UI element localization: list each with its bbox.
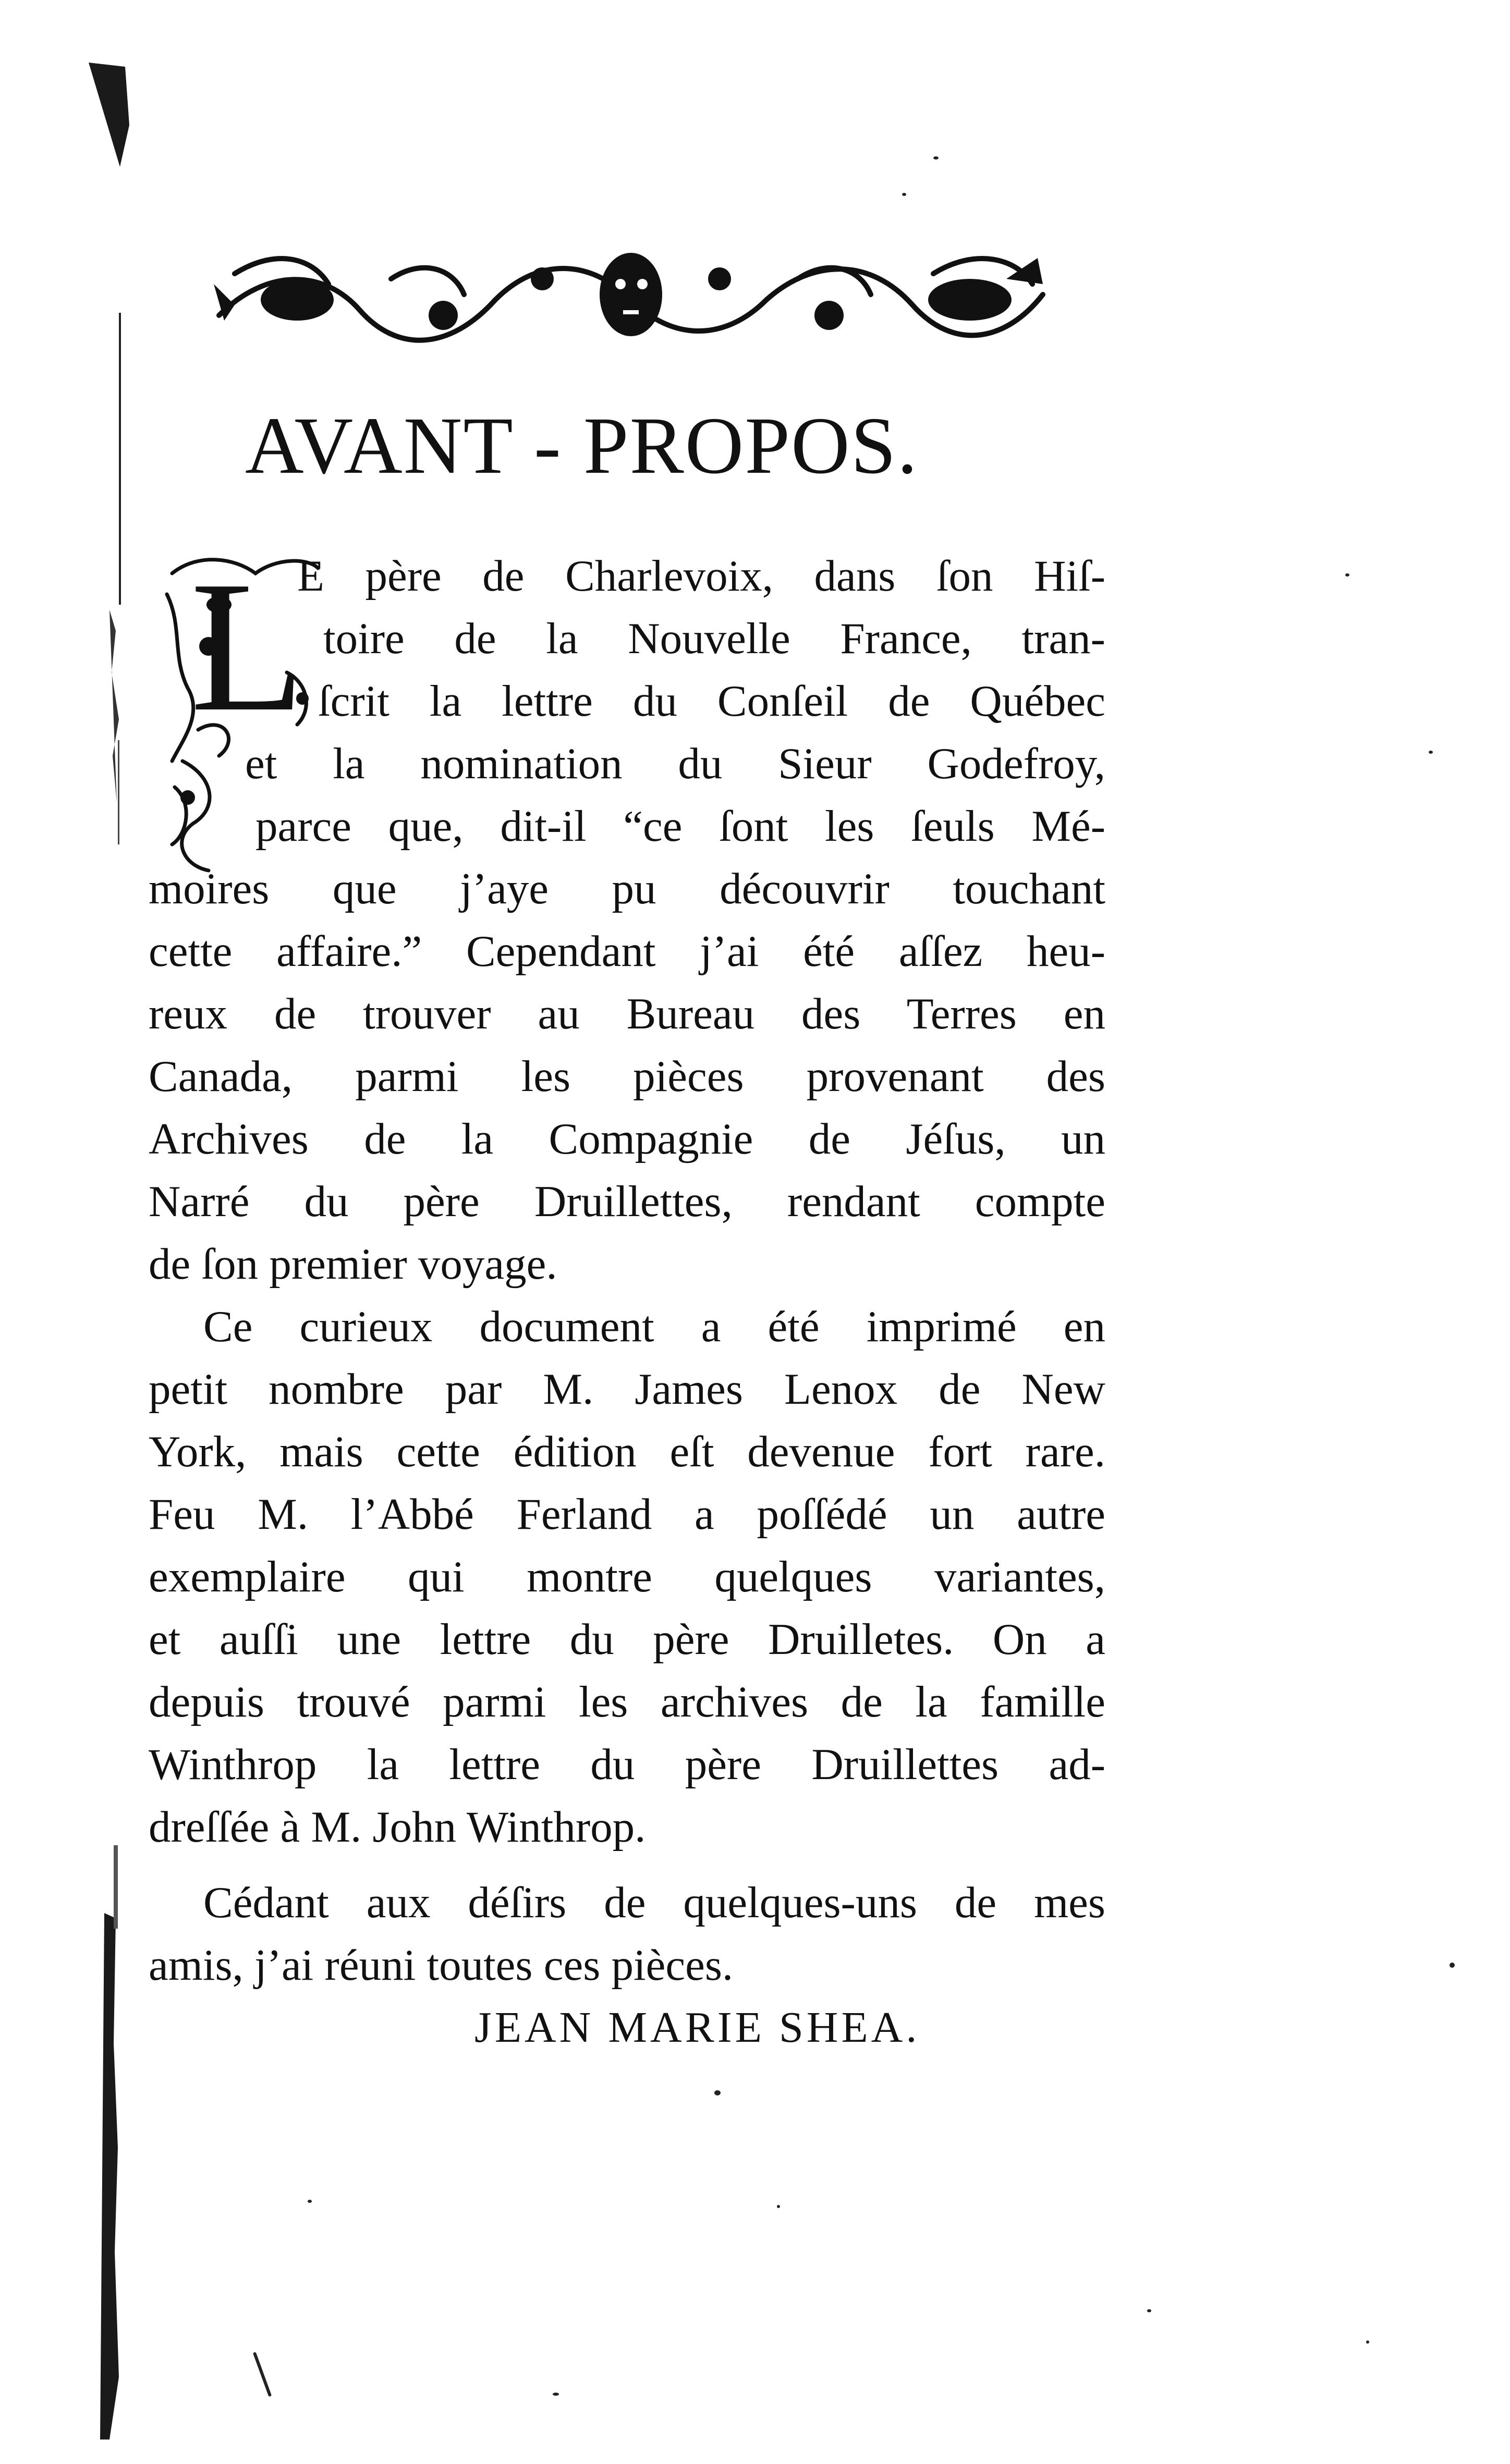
- text-line: cette affaire.” Cependant j’ai été aſſez heu-: [149, 927, 1105, 976]
- text-line: Ce curieux document a été imprimé en: [203, 1302, 1105, 1351]
- scan-speck: [1147, 2309, 1151, 2312]
- text-line: Winthrop la lettre du père Druillettes ad-: [149, 1740, 1105, 1789]
- text-line: Cédant aux déſirs de quelques-uns de mes: [203, 1878, 1105, 1927]
- text-line: York, mais cette édition eſt devenue fort rare.: [149, 1427, 1105, 1476]
- text-line: E père de Charlevoix, dans ſon Hiſ-: [297, 551, 1105, 600]
- text-line: depuis trouvé parmi les archives de la famille: [149, 1677, 1105, 1726]
- scan-speck: [1366, 2340, 1369, 2344]
- text-line: Archives de la Compagnie de Jéſus, un: [149, 1114, 1105, 1163]
- scan-speck: [308, 2200, 312, 2203]
- scan-speck: [1429, 751, 1433, 754]
- text-line: de ſon premier voyage.: [149, 1240, 557, 1289]
- text-line: moires que j’aye pu découvrir touchant: [149, 864, 1105, 913]
- drop-cap-letter: L: [190, 542, 305, 750]
- author-signature: JEAN MARIE SHEA.: [474, 2003, 920, 2052]
- scan-speck: [777, 2205, 780, 2208]
- binding-edge: [89, 63, 146, 2440]
- scan-speck: [1450, 1963, 1455, 1968]
- text-line: toire de la Nouvelle France, tran-: [323, 614, 1105, 663]
- scan-speck: [553, 2393, 559, 2396]
- text-line: ſcrit la lettre du Conſeil de Québec: [318, 677, 1105, 726]
- text-line: dreſſée à M. John Winthrop.: [149, 1803, 646, 1852]
- text-line: petit nombre par M. James Lenox de New: [149, 1365, 1105, 1414]
- scan-speck: [933, 156, 939, 160]
- text-line: Feu M. l’Abbé Ferland a poſſédé un autre: [149, 1490, 1105, 1539]
- page-title: AVANT - PROPOS.: [245, 400, 919, 491]
- text-line: et auſſi une lettre du père Druilletes. On a: [149, 1615, 1105, 1664]
- text-line: Narré du père Druillettes, rendant compte: [149, 1177, 1105, 1226]
- text-line: exemplaire qui montre quelques variantes,: [149, 1552, 1105, 1601]
- ornamental-headpiece: [203, 237, 1058, 357]
- text-line: reux de trouver au Bureau des Terres en: [149, 989, 1105, 1038]
- scan-speck: [902, 193, 906, 196]
- text-line: Canada, parmi les pièces provenant des: [149, 1052, 1105, 1101]
- scan-speck: [714, 2090, 721, 2095]
- text-line: parce que, dit-il “ce ſont les ſeuls Mé-: [255, 802, 1105, 851]
- text-line: amis, j’ai réuni toutes ces pièces.: [149, 1941, 734, 1990]
- scan-speck: [1345, 573, 1349, 577]
- text-line: et la nomination du Sieur Godefroy,: [245, 739, 1105, 788]
- scan-speck: [253, 2352, 272, 2397]
